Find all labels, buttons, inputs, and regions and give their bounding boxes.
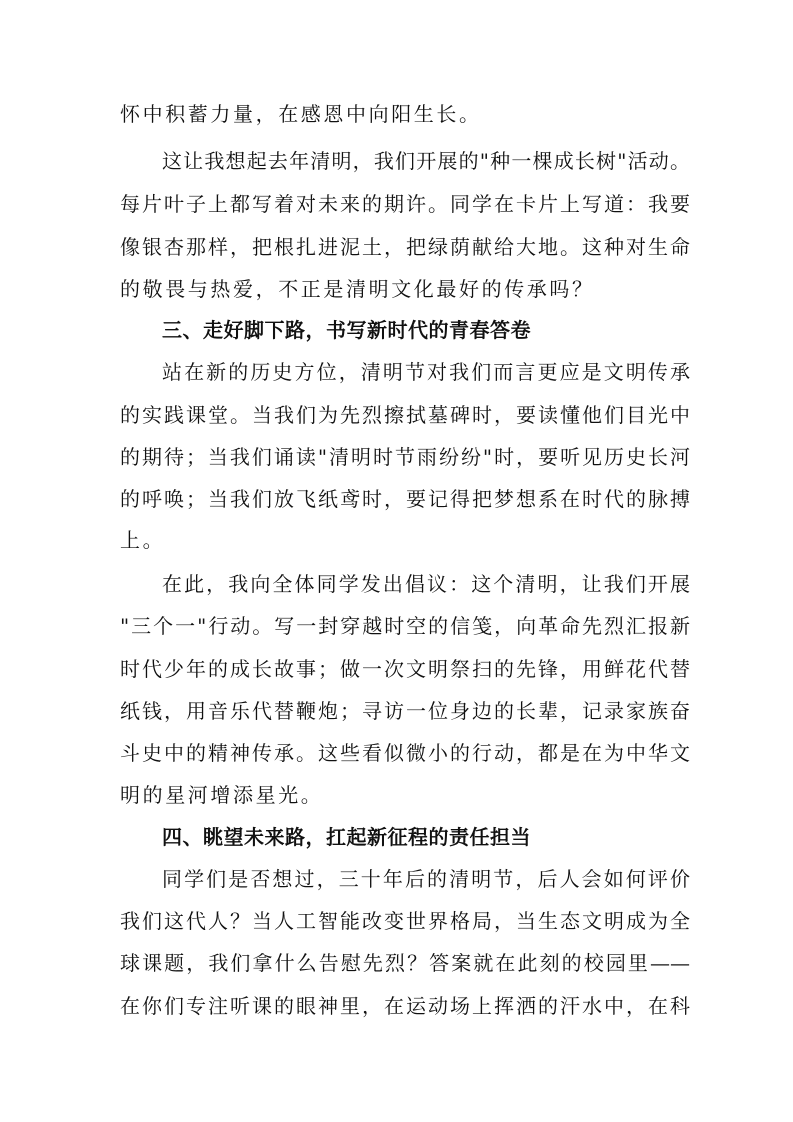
paragraph-line: 每片叶子上都写着对未来的期许。同学在卡片上写道：我要 bbox=[120, 192, 690, 216]
paragraph-line: 的期待；当我们诵读"清明时节雨纷纷"时，要听见历史长河 bbox=[120, 445, 690, 469]
paragraph-line: 这让我想起去年清明，我们开展的"种一棵成长树"活动。 bbox=[162, 149, 690, 173]
paragraph-line: 的呼唤；当我们放飞纸鸢时，要记得把梦想系在时代的脉搏 bbox=[120, 487, 690, 511]
paragraph-line: 像银杏那样，把根扎进泥土，把绿荫献给大地。这种对生命 bbox=[120, 235, 690, 259]
paragraph-line: 的敬畏与热爱，不正是清明文化最好的传承吗？ bbox=[120, 277, 595, 301]
paragraph-line: 上。 bbox=[120, 528, 166, 552]
paragraph-line: 我们这代人？当人工智能改变世界格局，当生态文明成为全 bbox=[120, 909, 690, 933]
section-heading: 三、走好脚下路，书写新时代的青春答卷 bbox=[162, 318, 531, 342]
paragraph-line: 站在新的历史方位，清明节对我们而言更应是文明传承 bbox=[162, 360, 690, 384]
paragraph-line: 同学们是否想过，三十年后的清明节，后人会如何评价 bbox=[162, 867, 690, 891]
paragraph-line: 明的星河增添星光。 bbox=[120, 783, 324, 807]
paragraph-line: 纸钱，用音乐代替鞭炮；寻访一位身边的长辈，记录家族奋 bbox=[120, 699, 690, 723]
section-heading: 四、眺望未来路，扛起新征程的责任担当 bbox=[162, 825, 531, 849]
paragraph-line: "三个一"行动。写一封穿越时空的信笺，向革命先烈汇报新 bbox=[120, 614, 690, 638]
paragraph-line: 的实践课堂。当我们为先烈擦拭墓碑时，要读懂他们目光中 bbox=[120, 403, 690, 427]
paragraph-line: 在你们专注听课的眼神里，在运动场上挥洒的汗水中，在科 bbox=[120, 994, 690, 1018]
paragraph-line: 在此，我向全体同学发出倡议：这个清明，让我们开展 bbox=[162, 572, 690, 596]
paragraph-line: 斗史中的精神传承。这些看似微小的行动，都是在为中华文 bbox=[120, 741, 690, 765]
paragraph-line: 球课题，我们拿什么告慰先烈？答案就在此刻的校园里—— bbox=[120, 951, 690, 975]
paragraph-line: 怀中积蓄力量，在感恩中向阳生长。 bbox=[120, 102, 482, 126]
paragraph-line: 时代少年的成长故事；做一次文明祭扫的先锋，用鲜花代替 bbox=[120, 657, 690, 681]
